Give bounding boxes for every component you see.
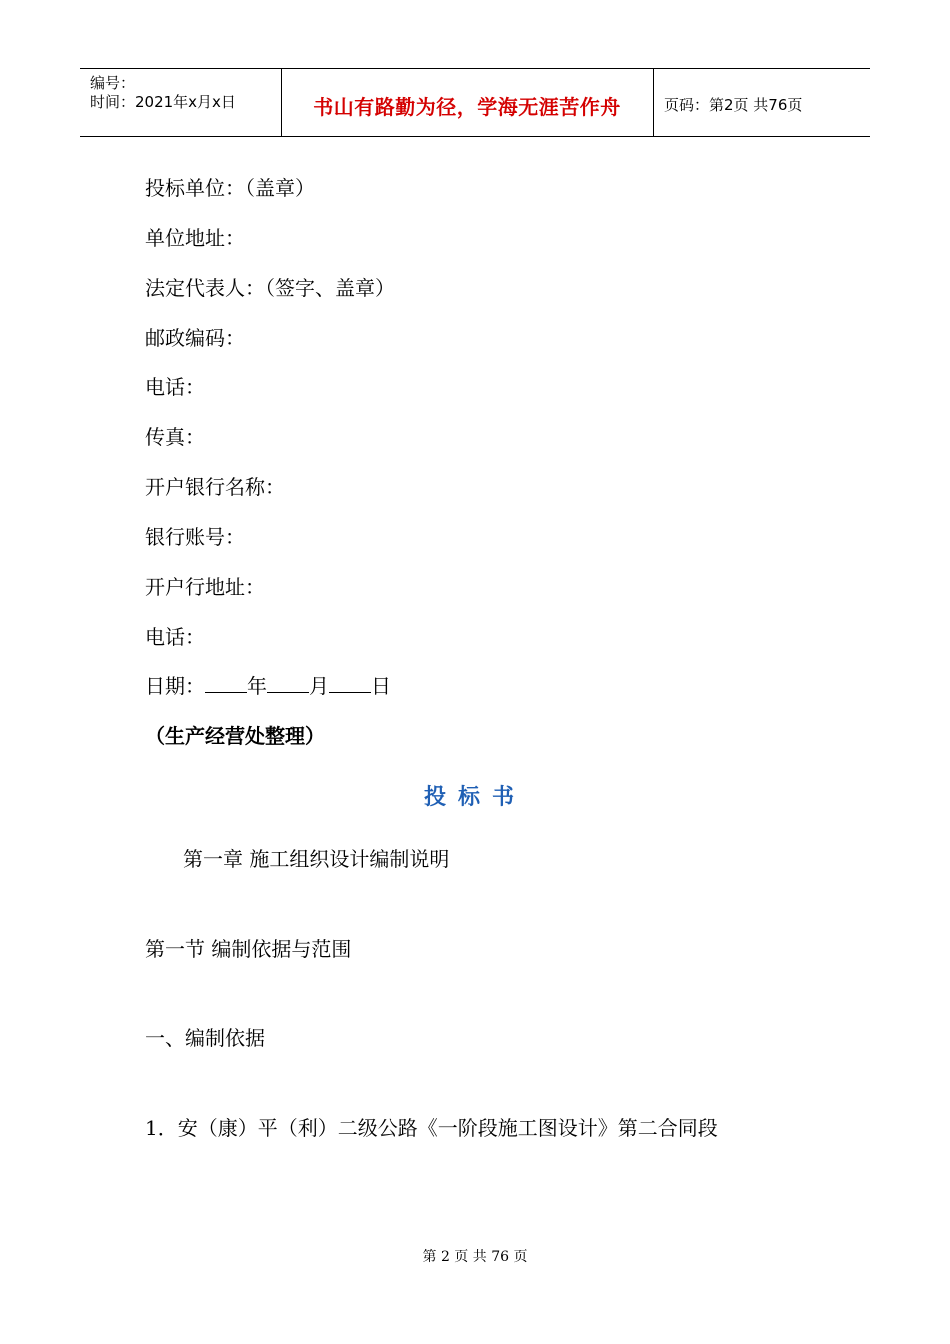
- date-day: 日: [371, 674, 391, 698]
- field-bank-phone: 电话：: [145, 625, 205, 649]
- editor-note: （生产经营处整理）: [145, 724, 325, 748]
- document-time-label: 时间：2021年x月x日: [90, 93, 236, 111]
- day-blank: [329, 674, 371, 693]
- field-phone: 电话：: [145, 375, 205, 399]
- header-page-number: 页码：第2页 共76页: [664, 96, 803, 114]
- document-number-label: 编号：: [90, 74, 136, 92]
- field-bank-address: 开户行地址：: [145, 575, 265, 599]
- date-month: 月: [309, 674, 329, 698]
- section-heading: 第一节 编制依据与范围: [145, 937, 352, 961]
- page-header: [80, 68, 870, 137]
- field-postal-code: 邮政编码：: [145, 326, 245, 350]
- field-date: [145, 670, 391, 699]
- document-title: 投标书: [423, 785, 526, 810]
- field-bank-account: 银行账号：: [145, 525, 245, 549]
- field-bidder-unit: 投标单位：（盖章）: [145, 176, 315, 200]
- subsection-heading: 一、编制依据: [145, 1026, 265, 1050]
- month-blank: [267, 674, 309, 693]
- header-left-cell: [80, 69, 282, 136]
- header-middle-cell: [281, 69, 654, 136]
- field-fax: 传真：: [145, 425, 205, 449]
- header-motto: 书山有路勤为径，学海无涯苦作舟: [313, 95, 621, 119]
- chapter-heading: 第一章 施工组织设计编制说明: [183, 847, 450, 871]
- page-footer: 第 2 页 共 76 页: [422, 1249, 528, 1265]
- date-prefix: 日期：: [145, 674, 205, 698]
- field-bank-name: 开户银行名称：: [145, 475, 285, 499]
- field-unit-address: 单位地址：: [145, 226, 245, 250]
- list-item-1: 1．安（康）平（利）二级公路《一阶段施工图设计》第二合同段: [145, 1116, 718, 1140]
- year-blank: [205, 674, 247, 693]
- header-right-cell: [654, 69, 870, 136]
- date-year: 年: [247, 674, 267, 698]
- field-legal-representative: 法定代表人：（签字、盖章）: [145, 276, 395, 300]
